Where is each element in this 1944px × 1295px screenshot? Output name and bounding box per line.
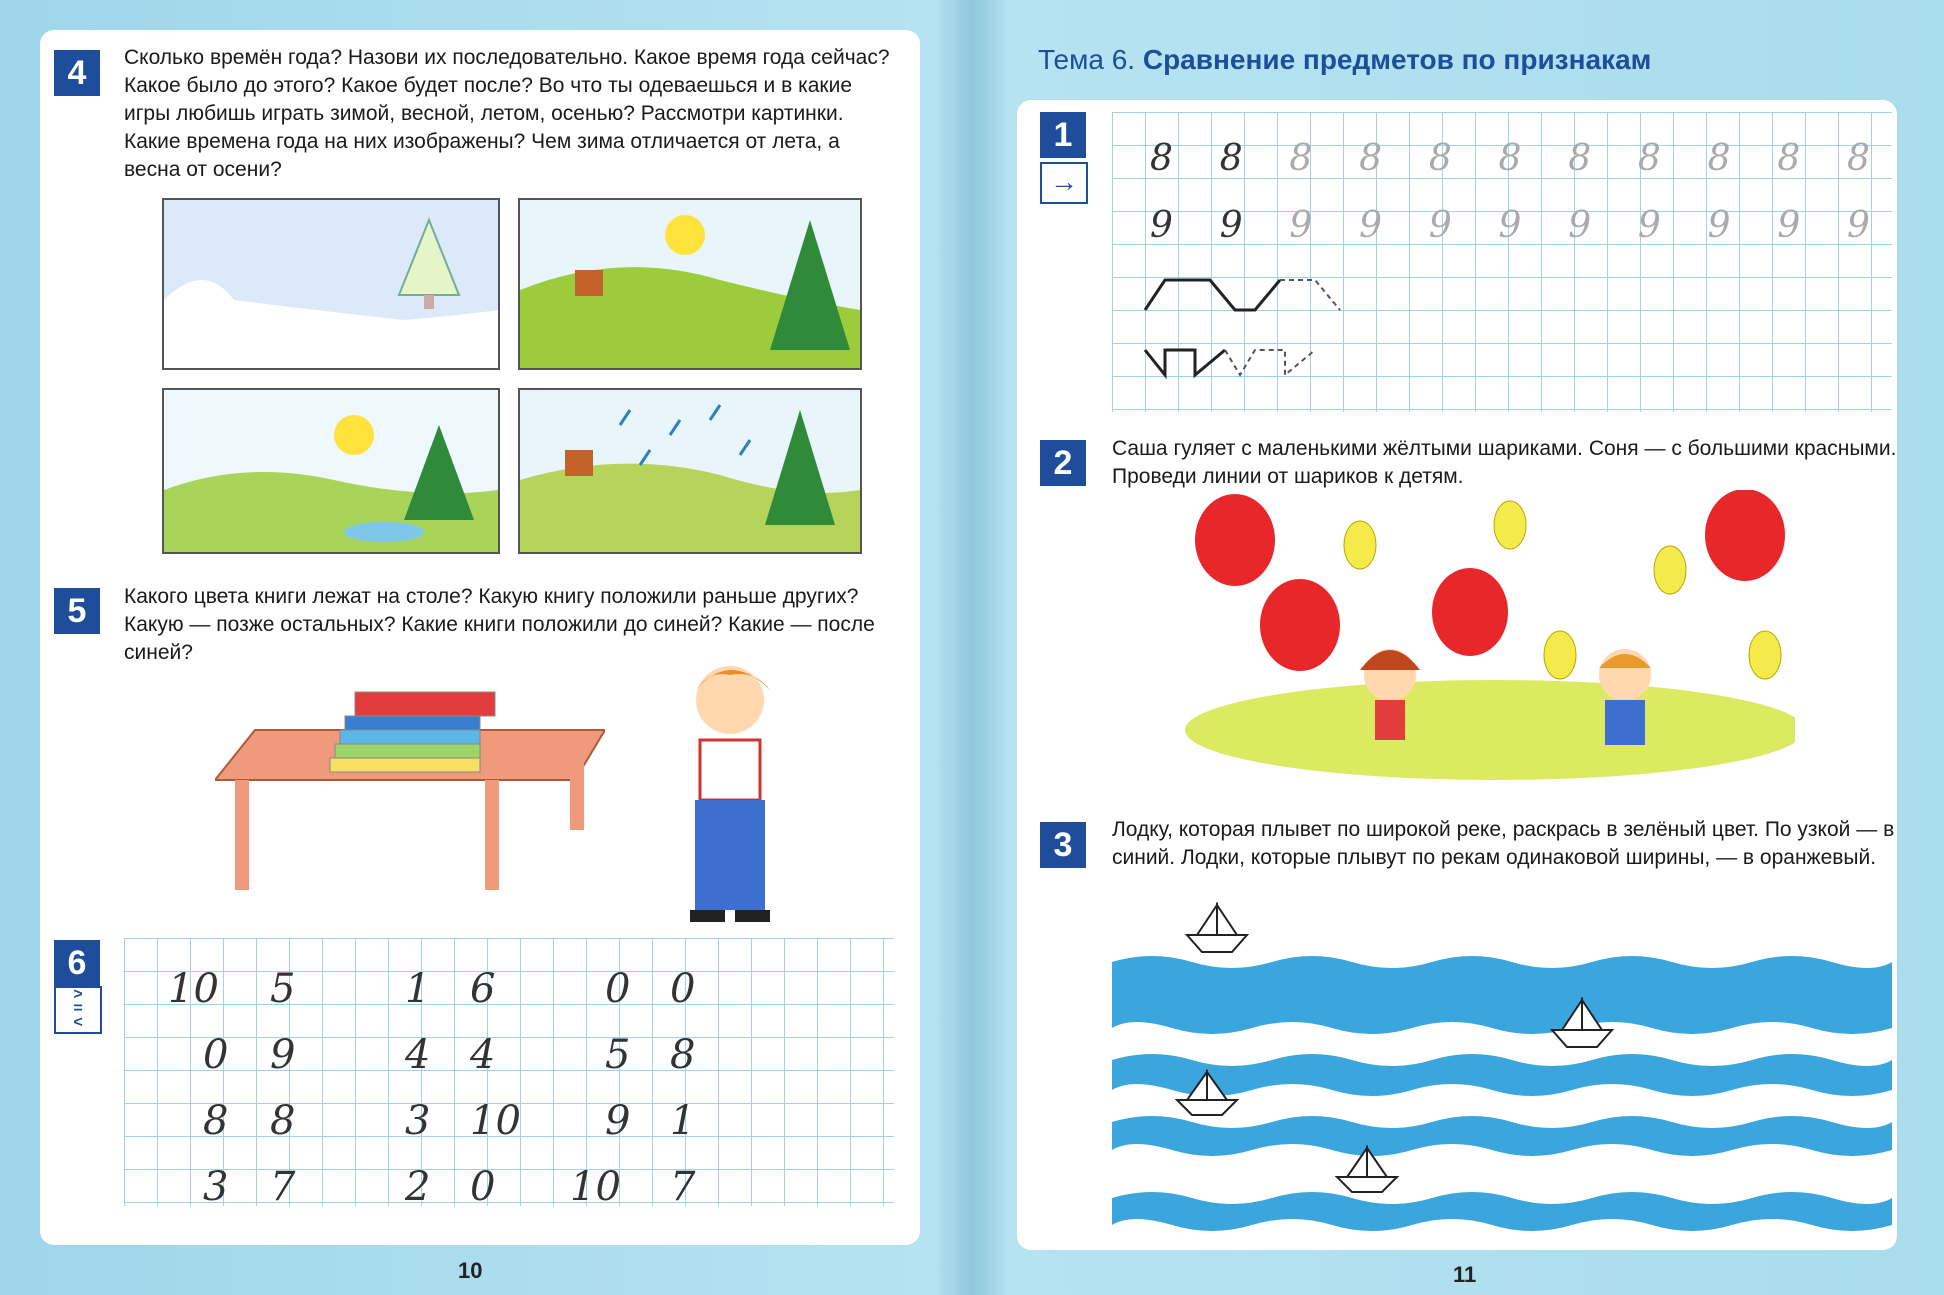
compare-right: 0 [470, 1164, 496, 1210]
digit-8: 8 [1568, 138, 1592, 179]
compare-right: 4 [470, 1032, 496, 1078]
digit-9: 9 [1219, 205, 1243, 246]
compare-left: 2 [405, 1164, 431, 1210]
compare-right: 10 [470, 1098, 521, 1144]
digit-9: 9 [1428, 205, 1452, 246]
digit-9: 9 [1637, 205, 1661, 246]
compare-left: 1 [405, 966, 431, 1012]
digit-9: 9 [1568, 205, 1592, 246]
thinking-boy-picture [660, 660, 800, 925]
page-title [1038, 44, 1651, 76]
compare-right: 8 [270, 1098, 296, 1144]
arrow-icon: → [1040, 162, 1088, 204]
compare-left: 5 [605, 1032, 631, 1078]
task-3-badge: 3 [1040, 822, 1086, 868]
rivers-picture [1112, 900, 1892, 1235]
digit-8: 8 [1498, 138, 1522, 179]
digit-9: 9 [1498, 205, 1522, 246]
page-number-right: 11 [1453, 1262, 1477, 1287]
compare-left: 4 [405, 1032, 431, 1078]
digit-9: 9 [1847, 205, 1870, 246]
books-on-table-picture [215, 680, 605, 890]
digit-9: 9 [1707, 205, 1731, 246]
task-2-badge: 2 [1040, 440, 1086, 486]
compare-right: 8 [670, 1032, 696, 1078]
digit-8: 8 [1150, 138, 1173, 179]
compare-left: 9 [605, 1098, 631, 1144]
winter-picture [162, 198, 500, 370]
compare-left: 8 [203, 1098, 229, 1144]
digit-9: 9 [1150, 205, 1173, 246]
title-prefix: Тема 6. [1038, 44, 1136, 75]
task-3-text: Лодку, которая плывет по широкой реке, раскрась в зелёный цвет. По узкой — в синий. Лодки, которые плывут по рекам одинаковой ширины, — в оранжевый. [1112, 818, 1895, 869]
row-of-nines [1150, 205, 1870, 246]
compare-right: 7 [270, 1164, 296, 1210]
compare-left: 10 [168, 966, 219, 1012]
comparison-signs-icon: > = < [54, 986, 102, 1034]
compare-right: 7 [670, 1164, 696, 1210]
digit-9: 9 [1359, 205, 1383, 246]
task-1-badge: 1 [1040, 112, 1086, 158]
compare-right: 6 [470, 966, 496, 1012]
compare-right: 1 [670, 1098, 696, 1144]
task-6-grid [124, 938, 894, 1206]
compare-left: 0 [203, 1032, 229, 1078]
digit-8: 8 [1428, 138, 1452, 179]
compare-right: 5 [270, 966, 296, 1012]
summer-picture [162, 388, 500, 554]
task-4-badge: 4 [54, 50, 100, 96]
digit-8: 8 [1289, 138, 1313, 179]
compare-right: 9 [270, 1032, 296, 1078]
compare-right: 0 [670, 966, 696, 1012]
compare-left: 0 [605, 966, 631, 1012]
digit-9: 9 [1777, 205, 1801, 246]
task-6-badge: 6 [54, 940, 100, 986]
task-5-badge: 5 [54, 588, 100, 634]
digit-9: 9 [1289, 205, 1313, 246]
autumn-picture [518, 388, 862, 554]
task-4-text: Сколько времён года? Назови их последовательно. Какое время года сейчас? Какое было до этого? Какое будет после? Во что ты одеваешься и в какие игры любишь играть зимой, весной, летом, осенью? Рассмотри картинки. Какие времена года на них изображены? Чем зима отличается от лета, а весна от осени? [124, 46, 890, 181]
spring-picture [518, 198, 862, 370]
digit-8: 8 [1707, 138, 1731, 179]
digit-8: 8 [1637, 138, 1661, 179]
digit-8: 8 [1777, 138, 1801, 179]
balloons-picture [1175, 490, 1795, 785]
title-main: Сравнение предметов по признакам [1142, 44, 1652, 75]
pattern-tracing [1140, 270, 1400, 390]
digit-8: 8 [1847, 138, 1870, 179]
task-2-text: Саша гуляет с маленькими жёлтыми шариками. Соня — с большими красными. Проведи линии от шариков к детям. [1112, 437, 1897, 488]
digit-8: 8 [1359, 138, 1383, 179]
digit-8: 8 [1219, 138, 1243, 179]
compare-left: 10 [570, 1164, 621, 1210]
page-number-left: 10 [458, 1258, 483, 1283]
compare-left: 3 [405, 1098, 431, 1144]
row-of-eights [1150, 138, 1870, 179]
compare-left: 3 [203, 1164, 229, 1210]
task-5-text: Какого цвета книги лежат на столе? Какую книгу положили раньше других? Какую — позже остальных? Какие книги положили до синей? Какие — после синей? [124, 585, 875, 664]
